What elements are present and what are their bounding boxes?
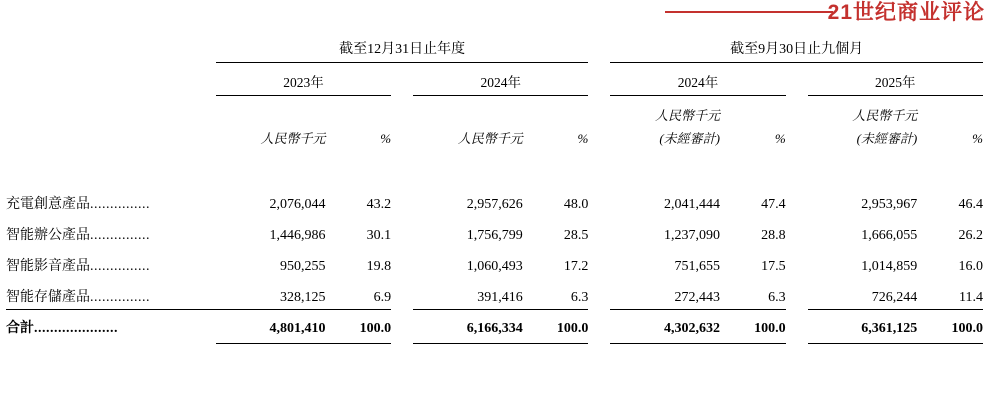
group-header-spacer [6, 38, 216, 63]
header-body-spacer [6, 147, 983, 185]
row-label-text: 智能存儲產品 [6, 290, 90, 305]
group-header-nine-months: 截至9月30日止九個月 [610, 38, 983, 63]
cell-value: 1,756,799 [466, 228, 523, 243]
cell-value: 2,076,044 [269, 197, 326, 212]
total-percent: 100.0 [917, 310, 983, 344]
bottom-rule [720, 343, 786, 348]
total-percent: 100.0 [720, 310, 786, 344]
row-label-text: 智能辦公產品 [6, 228, 90, 243]
bottom-rule [216, 343, 326, 348]
unit-text-2024-nine: 人民幣千元 [654, 108, 720, 123]
cell-value: 2,041,444 [664, 197, 720, 212]
row-gap [588, 185, 610, 216]
brand-rule [665, 11, 833, 13]
unit-gap-2 [588, 96, 610, 148]
cell-value: 2,957,626 [466, 197, 523, 212]
year-header-2025-nine-months: 2025年 [808, 63, 983, 96]
cell-percent: 6.3 [768, 290, 786, 305]
cell-percent: 47.4 [761, 197, 786, 212]
unit-header-rmb-2023: 人民幣千元 [260, 131, 326, 146]
year-gap-2 [588, 63, 610, 96]
table-row [6, 247, 983, 278]
cell-percent: 26.2 [958, 228, 983, 243]
table-row [6, 216, 983, 247]
bottom-rule [917, 343, 983, 348]
row-gap [391, 278, 413, 310]
row-label-dots: ............... [90, 197, 150, 212]
unit-header-rmb-2024-nine [610, 96, 720, 148]
unit-note-2024-nine: (未經審計) [659, 131, 720, 146]
cell-value: 1,014,859 [861, 259, 918, 274]
unit-header-spacer [6, 96, 216, 148]
row-gap [391, 247, 413, 278]
bottom-rule [808, 343, 918, 348]
unit-text-2025-nine: 人民幣千元 [852, 108, 918, 123]
bottom-rule-gap [391, 343, 413, 348]
unit-gap-3 [786, 96, 808, 148]
row-label [6, 185, 216, 216]
cell-value: 2,953,967 [861, 197, 918, 212]
year-header-2023: 2023年 [216, 63, 391, 96]
cell-percent: 17.2 [563, 259, 589, 274]
bottom-rule [610, 343, 720, 348]
row-label-dots: ............... [90, 259, 150, 274]
row-label-dots: ............... [90, 228, 150, 243]
cell-value: 751,655 [674, 259, 720, 274]
total-gap [786, 310, 808, 344]
row-gap [786, 247, 808, 278]
cell-percent: 6.3 [570, 290, 589, 305]
total-label-dots: ..................... [34, 321, 118, 336]
row-gap [786, 278, 808, 310]
bottom-rule-gap [786, 343, 808, 348]
year-gap-1 [391, 63, 413, 96]
row-gap [786, 185, 808, 216]
revenue-breakdown-table [6, 38, 983, 348]
brand-strip [0, 0, 989, 26]
brand-name: 21世纪商业评论 [827, 1, 985, 24]
cell-percent: 19.8 [366, 259, 392, 274]
unit-header-pct-2023: % [380, 131, 392, 146]
cell-value: 1,237,090 [664, 228, 720, 243]
total-percent: 100.0 [523, 310, 589, 344]
cell-percent: 17.5 [761, 259, 786, 274]
cell-percent: 43.2 [366, 197, 392, 212]
unit-header-pct-2025-nine: % [972, 131, 983, 146]
total-label-text: 合計 [6, 321, 34, 336]
unit-header-pct-2024-annual: % [577, 131, 589, 146]
total-value: 4,302,632 [610, 310, 720, 344]
group-header-gap [588, 38, 610, 63]
cell-value: 950,255 [279, 259, 326, 274]
cell-percent: 11.4 [959, 290, 983, 305]
table-row [6, 278, 983, 310]
cell-percent: 30.1 [366, 228, 392, 243]
year-header-2024-annual: 2024年 [413, 63, 588, 96]
bottom-rule-gap [588, 343, 610, 348]
table-bottom-rule-row [6, 343, 983, 348]
total-gap [391, 310, 413, 344]
cell-percent: 48.0 [563, 197, 589, 212]
total-percent: 100.0 [325, 310, 391, 344]
cell-percent: 28.8 [761, 228, 786, 243]
year-gap-3 [786, 63, 808, 96]
year-header-spacer [6, 63, 216, 96]
unit-header-rmb-2024-annual: 人民幣千元 [457, 131, 523, 146]
table-year-header-row [6, 63, 983, 96]
year-header-2024-nine-months: 2024年 [610, 63, 785, 96]
table-row [6, 185, 983, 216]
cell-value: 1,666,055 [861, 228, 918, 243]
unit-gap-1 [391, 96, 413, 148]
bottom-rule-spacer [6, 343, 216, 348]
row-label [6, 247, 216, 278]
cell-value: 272,443 [674, 290, 720, 305]
row-label [6, 216, 216, 247]
unit-header-rmb-2025-nine [808, 96, 918, 148]
unit-header-pct-2024-nine: % [774, 131, 786, 146]
row-label-dots: ............... [90, 290, 150, 305]
row-gap [588, 247, 610, 278]
total-value: 6,361,125 [808, 310, 918, 344]
cell-value: 391,416 [477, 290, 523, 305]
table-group-header-row [6, 38, 983, 63]
total-value: 6,166,334 [413, 310, 523, 344]
cell-percent: 16.0 [958, 259, 983, 274]
total-value: 4,801,410 [216, 310, 326, 344]
cell-value: 1,446,986 [269, 228, 326, 243]
group-header-annual: 截至12月31日止年度 [216, 38, 589, 63]
row-label [6, 278, 216, 310]
table-unit-header-row [6, 96, 983, 148]
row-gap [588, 278, 610, 310]
bottom-rule [413, 343, 523, 348]
row-gap [391, 185, 413, 216]
total-label [6, 310, 216, 344]
row-gap [588, 216, 610, 247]
total-gap [588, 310, 610, 344]
table-total-row [6, 310, 983, 344]
cell-percent: 28.5 [563, 228, 589, 243]
cell-value: 1,060,493 [466, 259, 523, 274]
cell-value: 328,125 [279, 290, 326, 305]
bottom-rule [325, 343, 391, 348]
bottom-rule [523, 343, 589, 348]
cell-percent: 6.9 [373, 290, 392, 305]
unit-note-2025-nine: (未經審計) [856, 131, 918, 146]
row-gap [786, 216, 808, 247]
row-label-text: 充電創意產品 [6, 197, 90, 212]
cell-value: 726,244 [871, 290, 918, 305]
cell-percent: 46.4 [958, 197, 983, 212]
spacer-cell [6, 147, 983, 185]
row-gap [391, 216, 413, 247]
row-label-text: 智能影音產品 [6, 259, 90, 274]
